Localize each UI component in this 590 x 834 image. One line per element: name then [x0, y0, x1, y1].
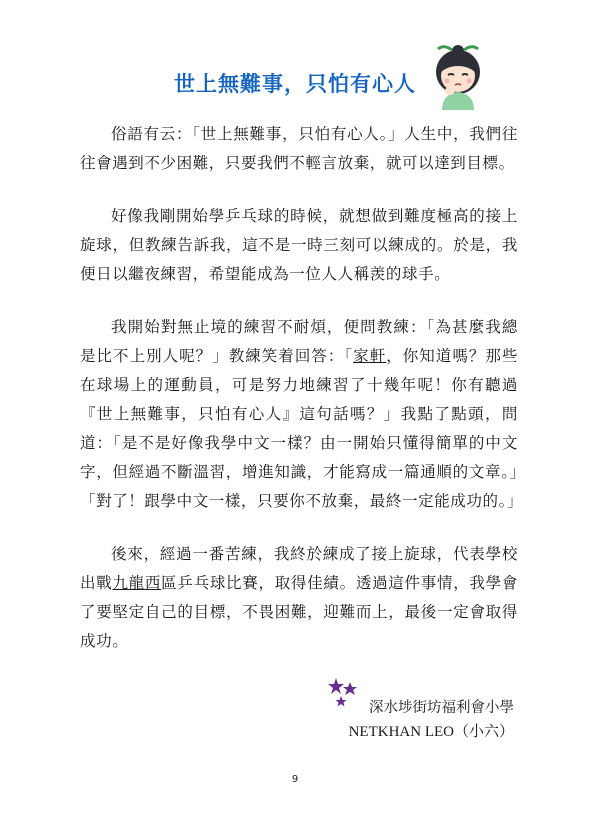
underlined-name: 家軒: [353, 347, 387, 365]
paragraph-4-part-2: 區乒乓球比賽，取得佳績。透過這件事情，我學會了要堅定自己的目標，不畏困難，迎難而上，最後一定會取得成功。: [80, 574, 518, 650]
paragraph-2: 好像我剛開始學乒乓球的時候，就想做到難度極高的接上旋球，但教練告訴我，這不是一時三刻可以練成的。於是，我便日以繼夜練習，希望能成為一位人人稱羡的球手。: [80, 207, 518, 283]
school-name: 深水埗街坊福利會小學: [369, 700, 514, 716]
paragraph-4: [80, 540, 518, 656]
page-title: 世上無難事，只怕有心人: [174, 72, 416, 96]
paragraph-3-part-1: 我開始對無止境的練習不耐煩，便問教練：「為甚麼我總是比不上別人呢？」教練笑着回答：「: [80, 318, 518, 365]
paragraph-3-part-2: ，你知道嗎？那些在球場上的運動員，可是努力地練習了十幾年呢！你有聽過『世上無難事，只怕有心人』這句話嗎？」我點了點頭，問道：「是不是好像我學中文一樣？由一開始只懂得簡單的中文字，但經過不斷溫習，增進知識，才能寫成一篇通順的文章。」「對了！跟學中文一樣，只要你不放棄，最終一定能成功的。」: [80, 347, 524, 510]
girl-mascot-icon: [428, 44, 488, 110]
author-name: NETKHAN LEO（小六）: [348, 724, 514, 740]
stars-icon: [328, 678, 360, 708]
essay-body: [80, 120, 524, 680]
underlined-place: 九龍西: [112, 574, 162, 592]
page-number: 9: [291, 774, 299, 785]
paragraph-4-part-1: 後來，經過一番苦練，我終於練成了接上旋球，代表學校出戰: [80, 545, 518, 592]
paragraph-1: 俗語有云：「世上無難事，只怕有心人。」人生中，我們往往會遇到不少困難，只要我們不輕言放棄，就可以達到目標。: [80, 125, 518, 172]
paragraph-3: [80, 313, 524, 516]
